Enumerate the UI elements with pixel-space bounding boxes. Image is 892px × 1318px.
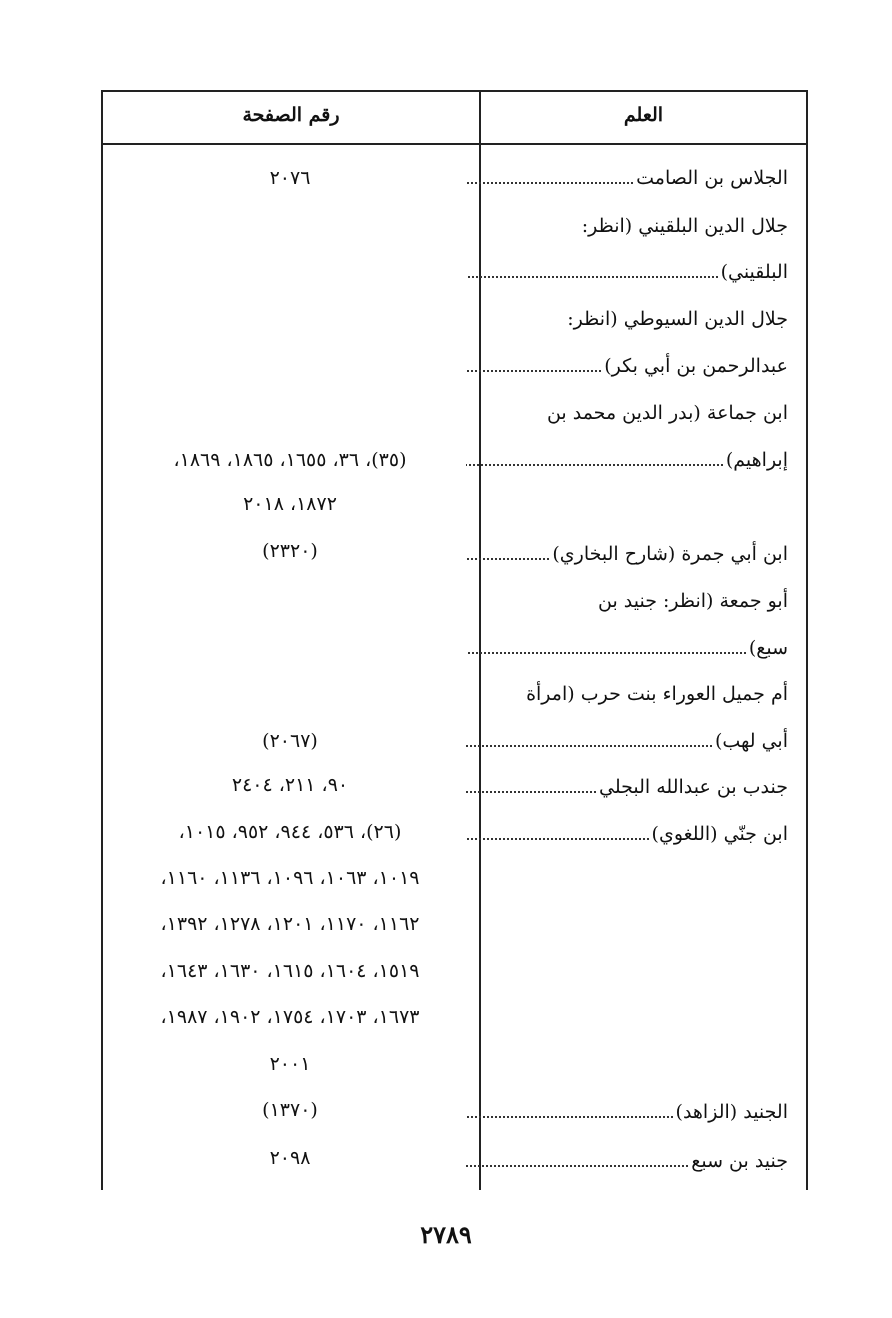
page-ref: ١٥١٩، ١٦٠٤، ١٦١٥، ١٦٣٠، ١٦٤٣، xyxy=(160,960,420,982)
page-ref: ١١٦٢، ١١٧٠، ١٢٠١، ١٢٧٨، ١٣٩٢، xyxy=(160,913,420,935)
name-entry: ابن جنّي (اللغوي) xyxy=(466,818,788,850)
name-entry: جلال الدين السيوطي (انظر: xyxy=(567,308,788,330)
header-divider xyxy=(103,143,806,145)
page-ref: (١٣٧٠) xyxy=(262,1099,318,1121)
page-ref: (٣٥)، ٣٦، ١٦٥٥، ١٨٦٥، ١٨٦٩، xyxy=(173,449,407,471)
header-name: العلم xyxy=(623,104,664,126)
page-ref: (٢٦)، ٥٣٦، ٩٤٤، ٩٥٢، ١٠١٥، xyxy=(178,821,402,843)
page-ref: ١٦٧٣، ١٧٠٣، ١٧٥٤، ١٩٠٢، ١٩٨٧، xyxy=(160,1006,420,1028)
name-entry: جنيد بن سبع xyxy=(466,1145,788,1177)
page-ref: ٢٠٧٦ xyxy=(269,167,311,189)
name-entry: عبدالرحمن بن أبي بكر) xyxy=(466,350,788,382)
name-entry: جندب بن عبدالله البجلي xyxy=(466,771,788,803)
page-number: ٢٧٨٩ xyxy=(420,1220,472,1249)
page-ref: (٢٠٦٧) xyxy=(262,730,318,752)
name-entry: ابن جماعة (بدر الدين محمد بن xyxy=(546,402,788,424)
name-entry: أم جميل العوراء بنت حرب (امرأة xyxy=(526,683,788,705)
name-entry: الجلاس بن الصامت xyxy=(466,162,788,194)
name-entry: إبراهيم) xyxy=(466,444,788,476)
page-ref: ٩٠، ٢١١، ٢٤٠٤ xyxy=(231,774,349,796)
name-entry: جلال الدين البلقيني (انظر: xyxy=(581,215,788,237)
page-ref: ٢٠٩٨ xyxy=(269,1147,311,1169)
page-ref: (٢٣٢٠) xyxy=(262,540,318,562)
page-ref: ١٨٧٢، ٢٠١٨ xyxy=(243,493,337,515)
name-entry: الجنيد (الزاهد) xyxy=(466,1096,788,1128)
page-ref: ٢٠٠١ xyxy=(269,1053,311,1075)
name-entry: سبع) xyxy=(466,632,788,664)
page-ref: ١٠١٩، ١٠٦٣، ١٠٩٦، ١١٣٦، ١١٦٠، xyxy=(160,867,420,889)
name-entry: البلقيني) xyxy=(466,256,788,288)
name-entry: أبو جمعة (انظر: جنيد بن xyxy=(597,590,788,612)
header-page-number: رقم الصفحة xyxy=(242,104,340,126)
name-entry: أبي لهب) xyxy=(466,725,788,757)
name-entry: ابن أبي جمرة (شارح البخاري) xyxy=(466,538,788,570)
